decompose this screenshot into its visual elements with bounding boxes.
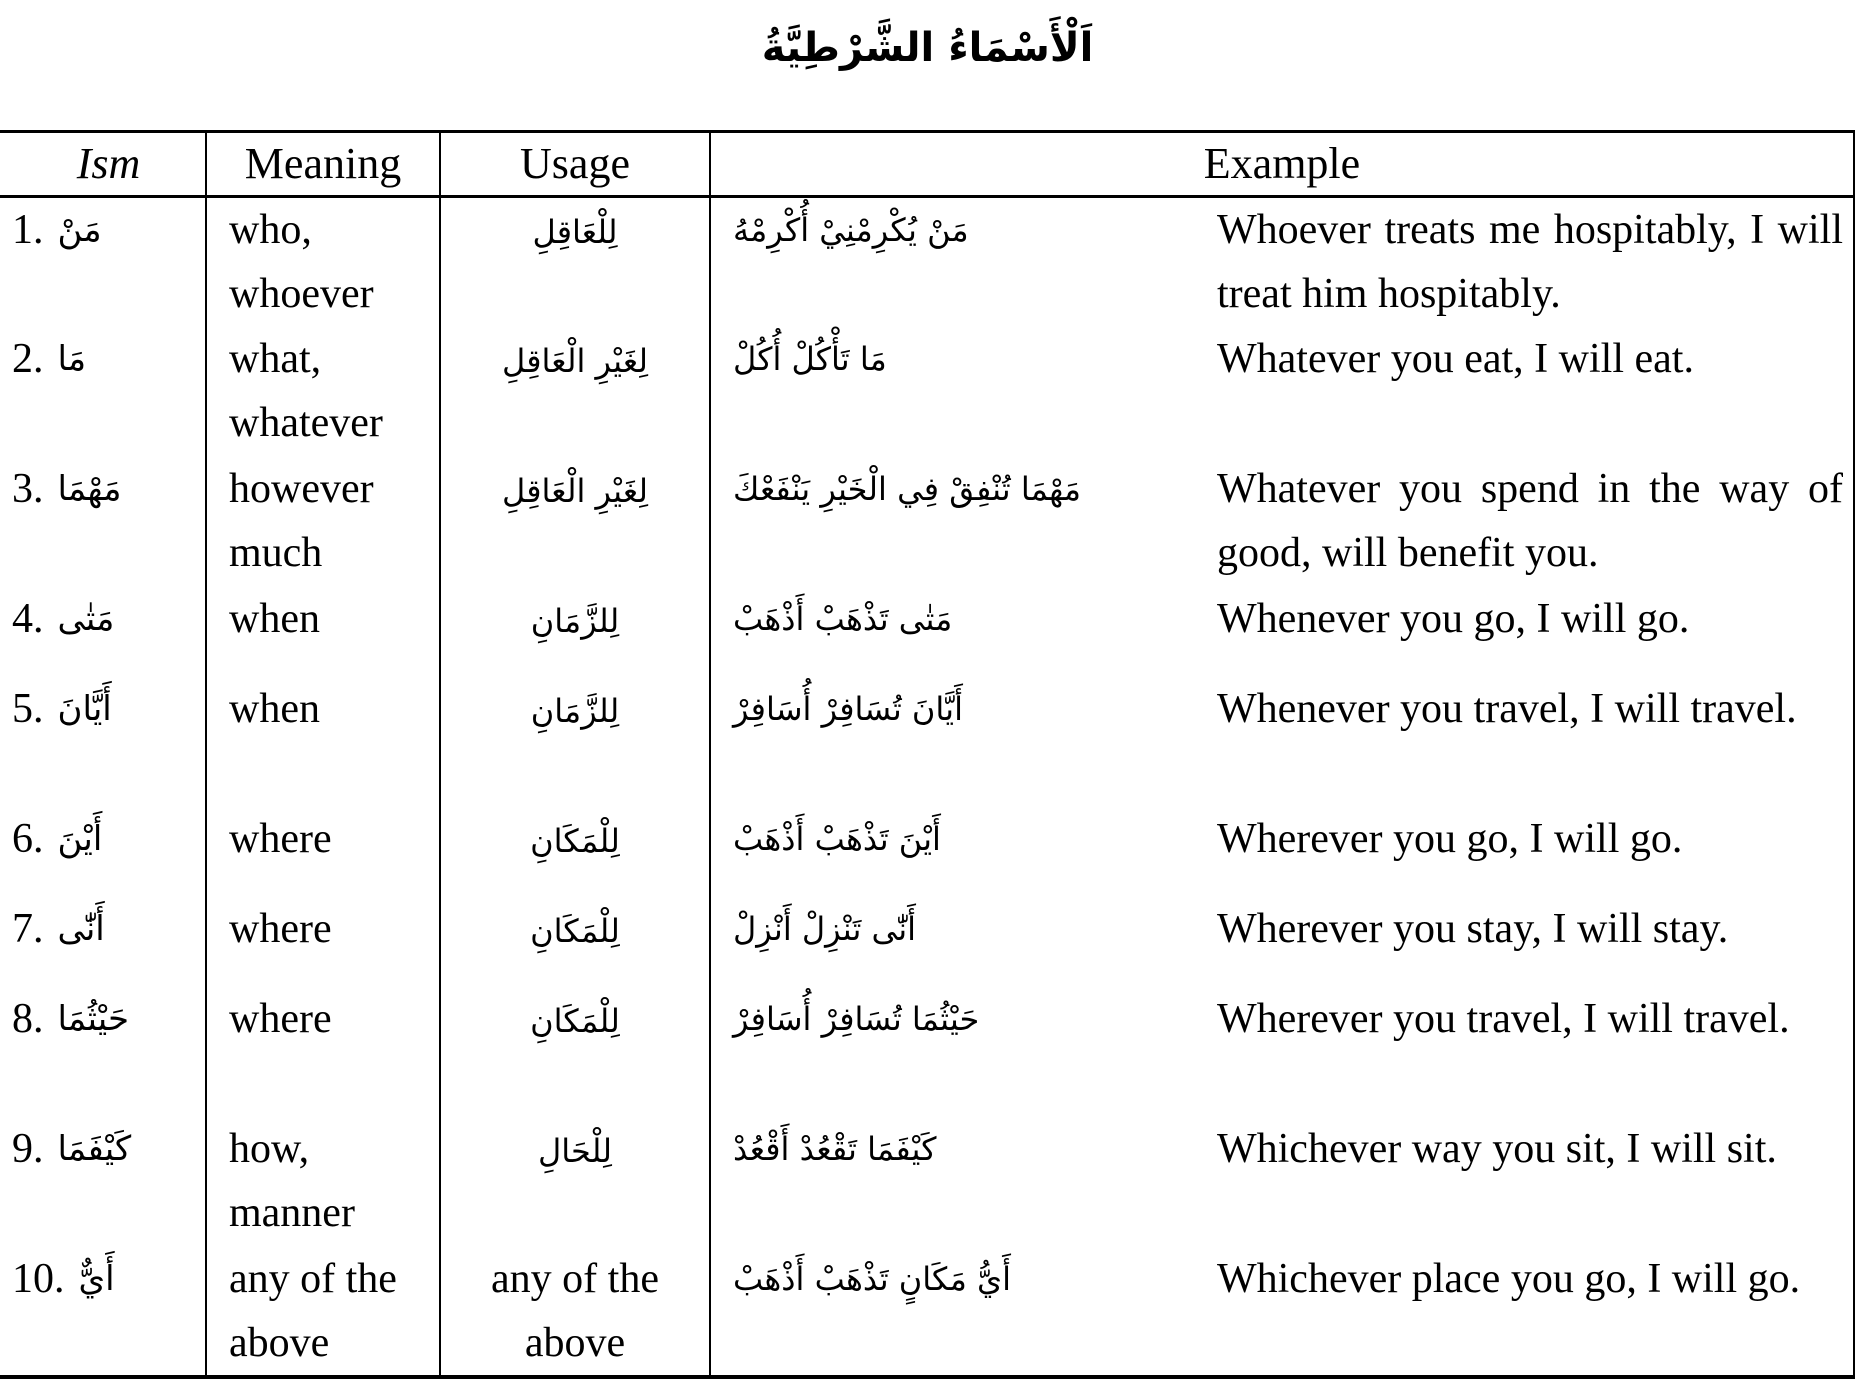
ism-arabic: مَهْمَا bbox=[57, 468, 122, 509]
table-row bbox=[0, 327, 1854, 457]
page-title: اَلْأَسْمَاءُ الشَّرْطِيَّةُ bbox=[761, 25, 1094, 71]
usage-cell bbox=[440, 587, 710, 677]
example-cell bbox=[710, 327, 1854, 457]
example-arabic: أَيَّانَ تُسَافِرْ أُسَافِرْ bbox=[733, 689, 963, 728]
ism-cell bbox=[0, 1117, 206, 1247]
example-arabic-cell bbox=[711, 807, 1211, 871]
example-arabic: حَيْثُمَا تُسَافِرْ أُسَافِرْ bbox=[733, 999, 980, 1038]
example-english: Whichever way you sit, I will sit. bbox=[1217, 1125, 1777, 1172]
table-row bbox=[0, 1247, 1854, 1377]
ism-number: 1. bbox=[12, 207, 44, 253]
ism-number: 2. bbox=[12, 335, 44, 382]
example-cell bbox=[710, 1117, 1854, 1247]
example-english: Wherever you go, I will go. bbox=[1217, 815, 1683, 862]
usage-text: لِلزَّمَانِ bbox=[530, 601, 620, 640]
usage-text: لِلْعَاقِلِ bbox=[532, 213, 618, 251]
header-example: Example bbox=[710, 132, 1854, 197]
ism-arabic: مَنْ bbox=[57, 210, 102, 250]
example-arabic: مَنْ يُكْرِمْنِيْ أُكْرِمْهُ bbox=[733, 211, 969, 249]
example-cell bbox=[710, 897, 1854, 987]
ism-number: 7. bbox=[12, 905, 44, 952]
ism-arabic: أَيَّانَ bbox=[57, 688, 112, 729]
ism-cell bbox=[0, 327, 206, 457]
header-ism: Ism bbox=[0, 132, 206, 197]
example-arabic: أَيُّ مَكَانٍ تَذْهَبْ أَذْهَبْ bbox=[733, 1259, 1011, 1298]
usage-text: لِلْمَكَانِ bbox=[530, 911, 620, 950]
ism-cell bbox=[0, 987, 206, 1117]
ism-arabic: أَنّٰى bbox=[57, 908, 105, 949]
example-english: Whatever you spend in the way of good, will benefit you. bbox=[1217, 465, 1843, 576]
example-arabic: كَيْفَمَا تَقْعُدْ أَقْعُدْ bbox=[733, 1129, 937, 1168]
ism-number: 3. bbox=[12, 465, 44, 512]
example-cell bbox=[710, 987, 1854, 1117]
example-arabic: مَهْمَا تُنْفِقْ فِي الْخَيْرِ يَنْفَعْكَ bbox=[733, 469, 1081, 508]
example-english: Whatever you eat, I will eat. bbox=[1217, 335, 1694, 382]
header-meaning: Meaning bbox=[206, 132, 440, 197]
example-english: Whenever you travel, I will travel. bbox=[1217, 685, 1797, 732]
example-arabic-cell bbox=[711, 1117, 1211, 1181]
usage-text: لِغَيْرِ الْعَاقِلِ bbox=[501, 341, 649, 380]
ism-cell bbox=[0, 197, 206, 327]
example-arabic: أَنّٰى تَنْزِلْ أَنْزِلْ bbox=[733, 909, 916, 948]
ism-number: 6. bbox=[12, 815, 44, 862]
meaning-cell: who, whoever bbox=[206, 197, 440, 327]
usage-text: لِلْمَكَانِ bbox=[530, 821, 620, 860]
example-english: Whenever you go, I will go. bbox=[1217, 595, 1690, 642]
ism-number: 10. bbox=[12, 1255, 65, 1302]
example-arabic-cell bbox=[711, 327, 1211, 391]
meaning-cell: what, whatever bbox=[206, 327, 440, 457]
usage-cell bbox=[440, 327, 710, 457]
table-row bbox=[0, 987, 1854, 1117]
ism-arabic: مَتٰى bbox=[57, 598, 115, 639]
usage-text: لِلْمَكَانِ bbox=[530, 1001, 620, 1040]
usage-cell bbox=[440, 807, 710, 897]
usage-text: any of the above bbox=[491, 1255, 659, 1366]
example-cell bbox=[710, 807, 1854, 897]
example-arabic-cell bbox=[711, 677, 1211, 741]
meaning-cell: when bbox=[206, 677, 440, 807]
meaning-cell: however much bbox=[206, 457, 440, 587]
usage-cell bbox=[440, 197, 710, 327]
example-english: Wherever you travel, I will travel. bbox=[1217, 995, 1790, 1042]
ism-arabic: حَيْثُمَا bbox=[57, 998, 130, 1039]
ism-number: 5. bbox=[12, 685, 44, 732]
ism-number: 4. bbox=[12, 595, 44, 642]
example-arabic-cell bbox=[711, 587, 1211, 651]
ism-cell bbox=[0, 897, 206, 987]
example-arabic: أَيْنَ تَذْهَبْ أَذْهَبْ bbox=[733, 819, 941, 858]
meaning-cell: when bbox=[206, 587, 440, 677]
table-row bbox=[0, 1117, 1854, 1247]
meaning-cell: where bbox=[206, 807, 440, 897]
ism-cell bbox=[0, 457, 206, 587]
example-arabic-cell bbox=[711, 897, 1211, 961]
usage-cell bbox=[440, 897, 710, 987]
ism-arabic: مَا bbox=[57, 338, 87, 379]
usage-cell bbox=[440, 677, 710, 807]
table-row bbox=[0, 457, 1854, 587]
usage-text: لِلْحَالِ bbox=[538, 1131, 612, 1170]
ism-arabic: أَيٌّ bbox=[78, 1258, 115, 1299]
table-row bbox=[0, 677, 1854, 807]
ism-number: 9. bbox=[12, 1125, 44, 1172]
table-header-row bbox=[0, 132, 1854, 197]
meaning-cell: where bbox=[206, 987, 440, 1117]
meaning-cell: where bbox=[206, 897, 440, 987]
ism-arabic: أَيْنَ bbox=[57, 818, 103, 859]
example-english: Whoever treats me hospitably, I will treat him hospitably. bbox=[1217, 207, 1843, 317]
table-row bbox=[0, 897, 1854, 987]
ism-cell bbox=[0, 677, 206, 807]
example-cell bbox=[710, 677, 1854, 807]
example-english: Wherever you stay, I will stay. bbox=[1217, 905, 1729, 952]
ism-number: 8. bbox=[12, 995, 44, 1042]
conditional-nouns-table bbox=[0, 130, 1855, 1379]
ism-arabic: كَيْفَمَا bbox=[57, 1128, 132, 1169]
example-cell bbox=[710, 587, 1854, 677]
example-arabic: مَتٰى تَذْهَبْ أَذْهَبْ bbox=[733, 599, 953, 638]
example-arabic-cell bbox=[711, 1247, 1211, 1311]
example-arabic: مَا تَأْكُلْ أُكُلْ bbox=[733, 339, 887, 378]
usage-cell bbox=[440, 1247, 710, 1377]
usage-text: لِغَيْرِ الْعَاقِلِ bbox=[501, 471, 649, 510]
example-cell bbox=[710, 197, 1854, 327]
example-arabic-cell bbox=[711, 198, 1211, 326]
table-row bbox=[0, 807, 1854, 897]
example-english: Whichever place you go, I will go. bbox=[1217, 1255, 1801, 1302]
meaning-cell: any of the above bbox=[206, 1247, 440, 1377]
ism-cell bbox=[0, 1247, 206, 1377]
header-usage: Usage bbox=[440, 132, 710, 197]
example-arabic-cell bbox=[711, 457, 1211, 585]
ism-cell bbox=[0, 807, 206, 897]
table-row bbox=[0, 197, 1854, 327]
example-cell bbox=[710, 457, 1854, 587]
usage-cell bbox=[440, 1117, 710, 1247]
usage-cell bbox=[440, 457, 710, 587]
example-arabic-cell bbox=[711, 987, 1211, 1051]
ism-cell bbox=[0, 587, 206, 677]
table-row bbox=[0, 587, 1854, 677]
usage-text: لِلزَّمَانِ bbox=[530, 691, 620, 730]
usage-cell bbox=[440, 987, 710, 1117]
meaning-cell: how, manner bbox=[206, 1117, 440, 1247]
example-cell bbox=[710, 1247, 1854, 1377]
